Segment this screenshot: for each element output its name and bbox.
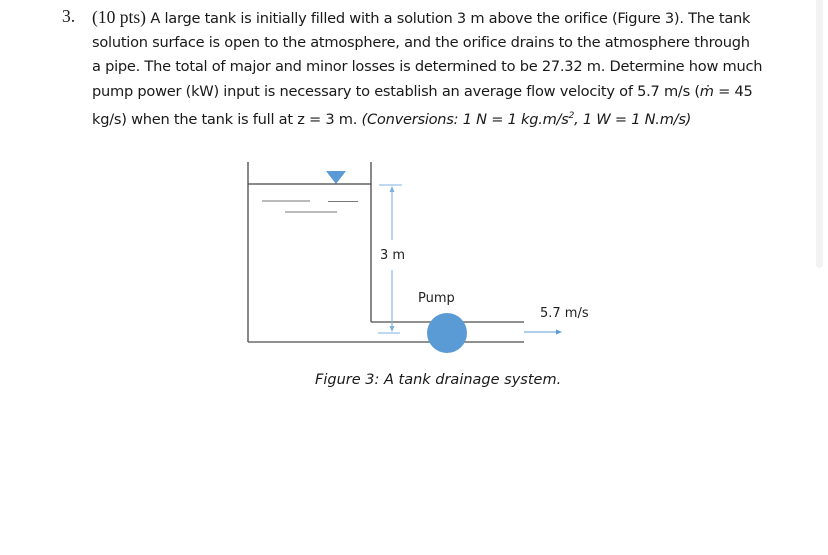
figure-caption: Figure 3: A tank drainage system. — [315, 372, 562, 388]
pump-label: Pump — [418, 291, 455, 306]
pump-icon — [427, 313, 467, 353]
question-line-5: kg/s) when the tank is full at z = 3 m. (Conversions: 1 N = 1 $kg.m/s^2$, 1 W = 1 N.m/s) — [92, 110, 692, 128]
height-label: 3 m — [380, 248, 406, 263]
water-surface — [248, 171, 371, 212]
points-label: (10 pts) — [92, 7, 146, 27]
question-line-2: solution surface is open to the atmosphere, and the orifice drains to the atmosphere through — [92, 34, 750, 52]
free-surface-triangle-icon — [326, 171, 346, 184]
mass-flow-symbol: ṁ — [699, 82, 714, 100]
velocity-label: 5.7 m/s — [540, 306, 589, 321]
conversions-note: (Conversions: 1 N = 1 $kg.m/s^2$, 1 W = 1 N.m/s) — [361, 110, 692, 128]
question-line-4: pump power (kW) input is necessary to establish an average flow velocity of 5.7 m/s (ṁ = 45 — [92, 82, 753, 100]
question-line-3: a pipe. The total of major and minor losses is determined to be 27.32 m. Determine how much — [92, 58, 763, 76]
flow-arrow-icon — [524, 330, 562, 335]
question-line-1: (10 pts) A large tank is initially filled with a solution 3 m above the orifice (Figure 3). The tank — [92, 7, 751, 27]
question-number: 3. — [62, 6, 76, 26]
